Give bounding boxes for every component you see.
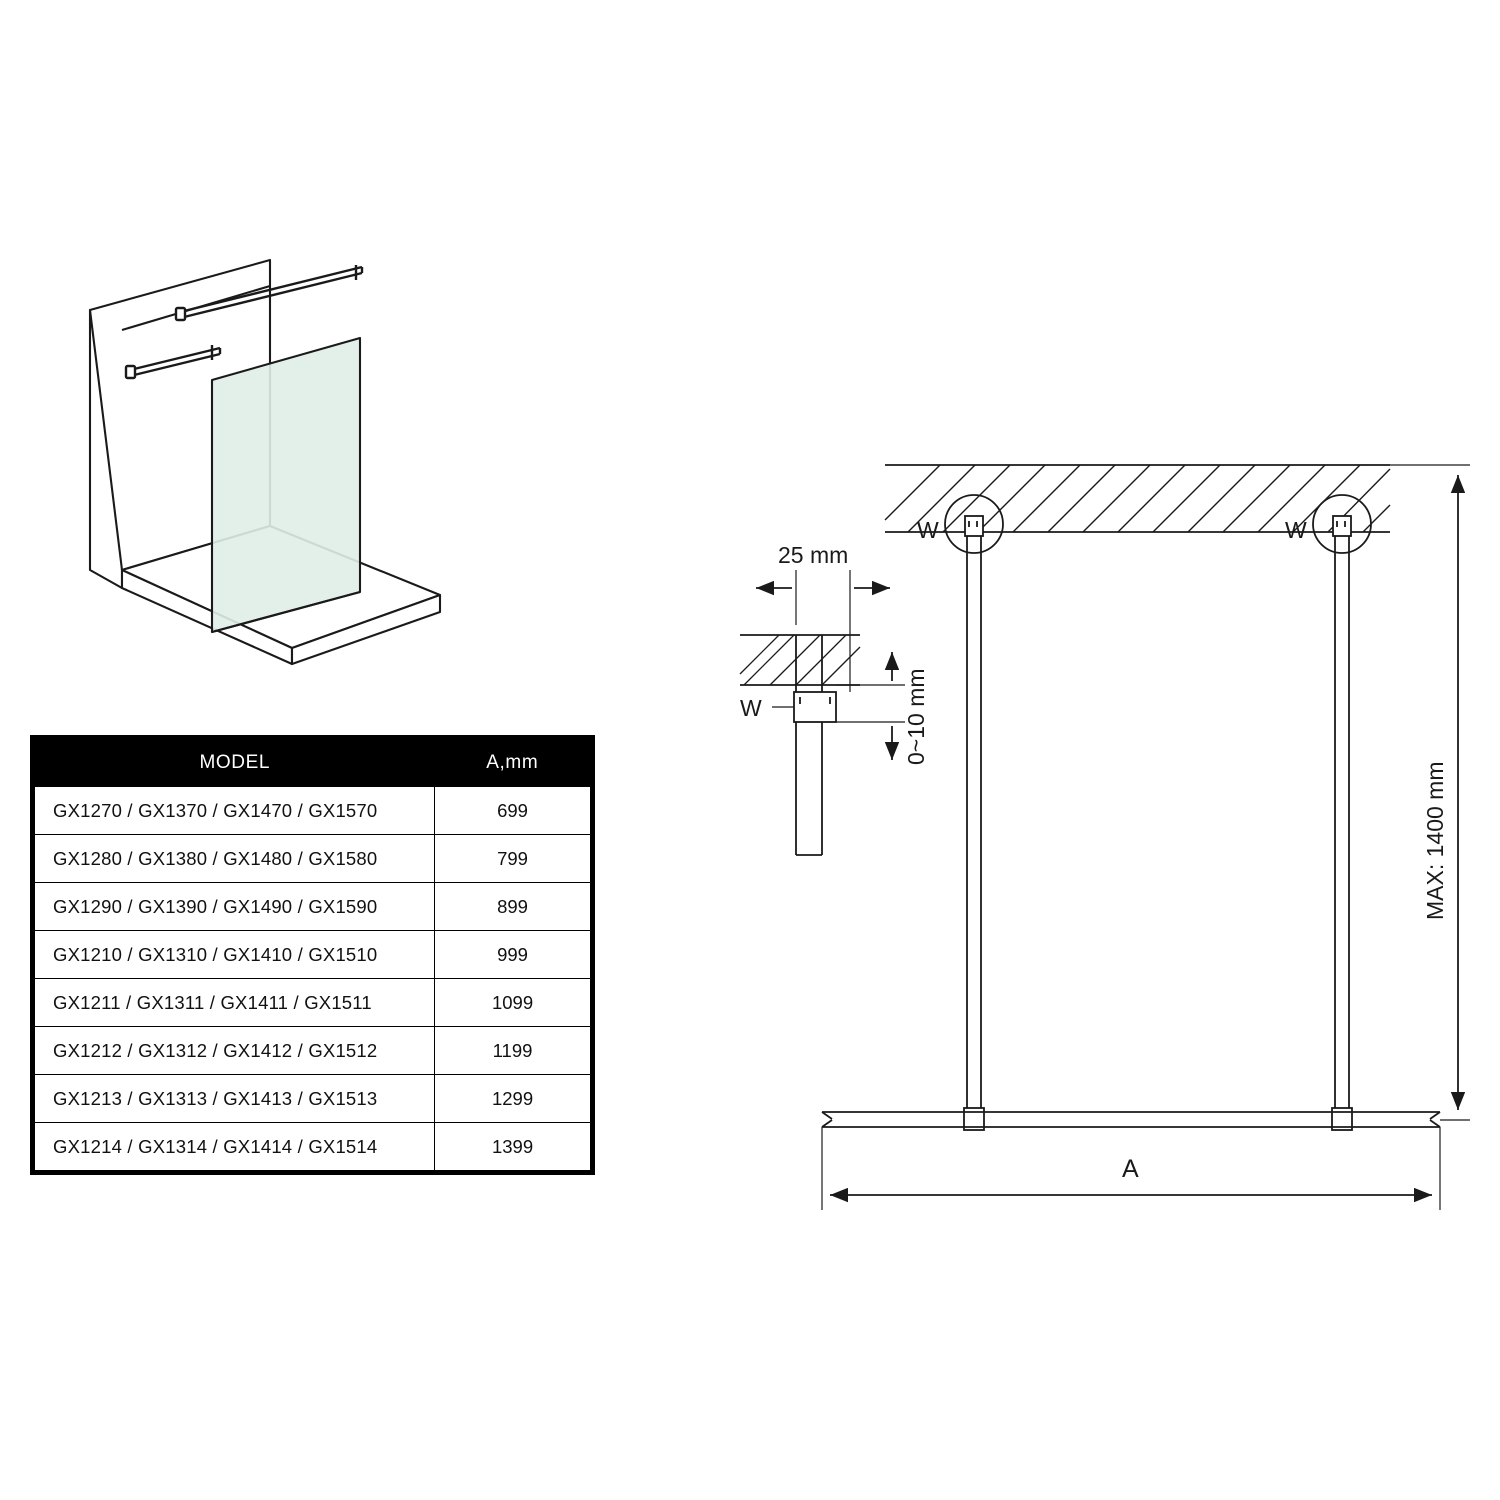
cell-a: 699	[435, 787, 590, 835]
isometric-illustration	[60, 240, 480, 690]
label-w-right: W	[1285, 517, 1307, 543]
cell-a: 799	[435, 835, 590, 883]
label-25mm: 25 mm	[778, 542, 849, 568]
left-post	[964, 516, 984, 1130]
cell-a: 1299	[435, 1075, 590, 1123]
table-row	[35, 1123, 590, 1171]
table-row	[35, 1027, 590, 1075]
detail-view	[740, 570, 905, 855]
table-header-row	[35, 740, 590, 787]
cell-a: 899	[435, 883, 590, 931]
model-table-container	[30, 735, 595, 1175]
cell-model: GX1214 / GX1314 / GX1414 / GX1514	[35, 1123, 435, 1171]
cell-model: GX1211 / GX1311 / GX1411 / GX1511	[35, 979, 435, 1027]
label-w-left: W	[917, 517, 939, 543]
table-row	[35, 1075, 590, 1123]
technical-drawing	[700, 420, 1490, 1250]
table-row	[35, 931, 590, 979]
label-a: A	[1122, 1155, 1139, 1183]
label-w-detail: W	[740, 695, 762, 721]
cell-a: 999	[435, 931, 590, 979]
label-max-height: MAX: 1400 mm	[1422, 761, 1448, 920]
label-gap: 0~10 mm	[903, 668, 929, 765]
table-body	[35, 787, 590, 1171]
cell-model: GX1290 / GX1390 / GX1490 / GX1590	[35, 883, 435, 931]
table-header-a: A,mm	[435, 740, 590, 787]
right-post	[1332, 516, 1352, 1130]
table-row	[35, 979, 590, 1027]
table-row	[35, 883, 590, 931]
cell-model: GX1212 / GX1312 / GX1412 / GX1512	[35, 1027, 435, 1075]
cell-model: GX1270 / GX1370 / GX1470 / GX1570	[35, 787, 435, 835]
table-header-model: MODEL	[35, 740, 435, 787]
cell-model: GX1280 / GX1380 / GX1480 / GX1580	[35, 835, 435, 883]
table-row	[35, 835, 590, 883]
cell-model: GX1213 / GX1313 / GX1413 / GX1513	[35, 1075, 435, 1123]
cell-model: GX1210 / GX1310 / GX1410 / GX1510	[35, 931, 435, 979]
cell-a: 1099	[435, 979, 590, 1027]
cell-a: 1399	[435, 1123, 590, 1171]
table-row	[35, 787, 590, 835]
model-table	[35, 740, 590, 1170]
cell-a: 1199	[435, 1027, 590, 1075]
